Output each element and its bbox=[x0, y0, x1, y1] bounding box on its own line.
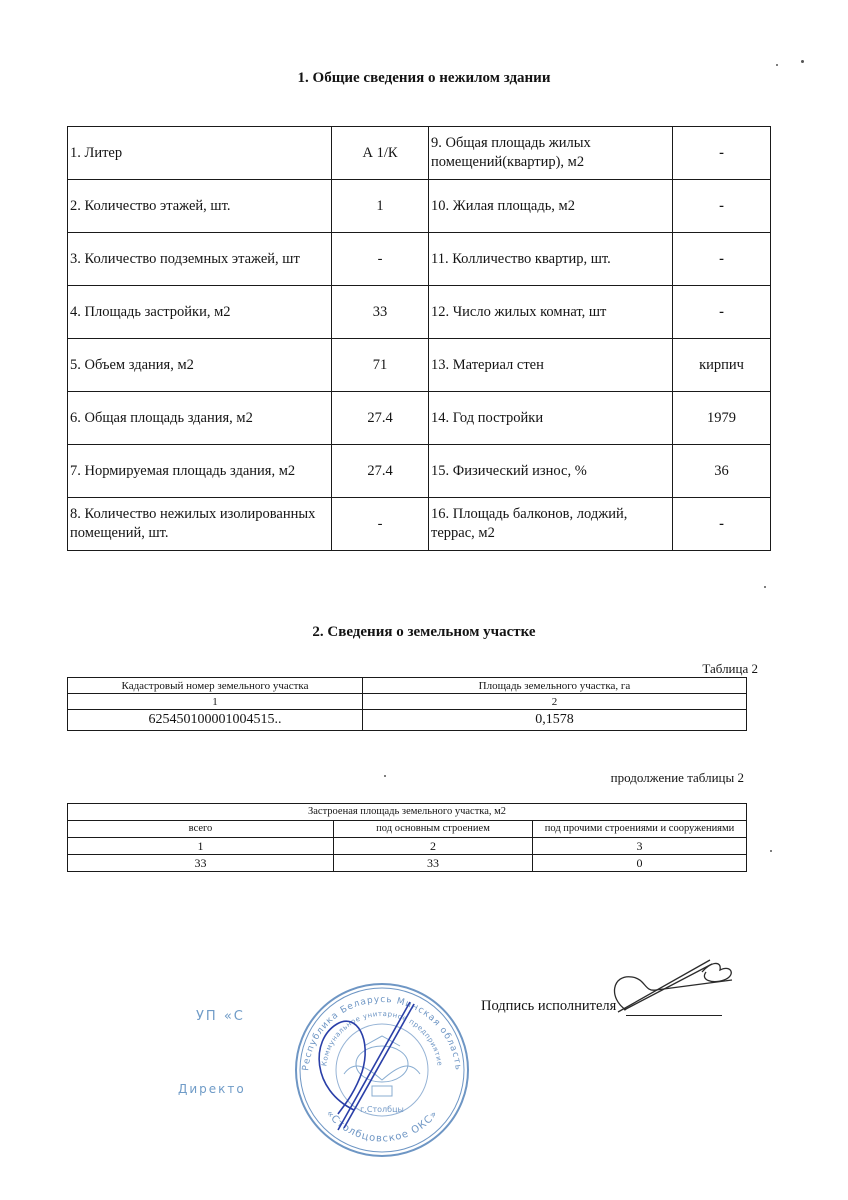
right-value-cell: - bbox=[673, 233, 771, 286]
group-header-cell: Застроеная площадь земельного участка, м2 bbox=[68, 804, 747, 821]
other-buildings-area-cell: 0 bbox=[533, 855, 747, 872]
right-label-cell: 15. Физический износ, % bbox=[429, 445, 673, 498]
table-row bbox=[68, 445, 771, 498]
left-value-cell: - bbox=[332, 498, 429, 551]
left-value-cell: 33 bbox=[332, 286, 429, 339]
section1-title: 1. Общие сведения о нежилом здании bbox=[297, 70, 551, 86]
left-value-cell: 27.4 bbox=[332, 445, 429, 498]
right-value-cell: - bbox=[673, 127, 771, 180]
left-value-cell: А 1/К bbox=[332, 127, 429, 180]
scan-speck bbox=[776, 64, 778, 66]
header-cell: под прочими строениями и сооружениями bbox=[533, 821, 747, 838]
handwritten-signature bbox=[590, 952, 740, 1022]
left-value-cell: 1 bbox=[332, 180, 429, 233]
continuation-caption: продолжение таблицы 2 bbox=[610, 770, 744, 785]
table-row bbox=[68, 855, 747, 872]
left-label-cell: 3. Количество подземных этажей, шт bbox=[68, 233, 332, 286]
table2-caption: Таблица 2 bbox=[702, 661, 758, 676]
table-row bbox=[68, 694, 747, 710]
stamp-org-text: УП «С bbox=[196, 1009, 245, 1024]
column-number-cell: 2 bbox=[363, 694, 747, 710]
land-plot-table bbox=[67, 677, 747, 731]
right-label-cell: 13. Материал стен bbox=[429, 339, 673, 392]
left-label-cell: 7. Нормируемая площадь здания, м2 bbox=[68, 445, 332, 498]
right-value-cell: кирпич bbox=[673, 339, 771, 392]
right-label-cell: 16. Площадь балконов, лоджий, террас, м2 bbox=[429, 498, 673, 551]
table-row bbox=[68, 821, 747, 838]
section2-title: 2. Сведения о земельном участке bbox=[312, 624, 536, 640]
scan-speck bbox=[770, 850, 772, 852]
header-cell: Площадь земельного участка, га bbox=[363, 678, 747, 694]
left-label-cell: 1. Литер bbox=[68, 127, 332, 180]
table-row bbox=[68, 233, 771, 286]
left-label-cell: 6. Общая площадь здания, м2 bbox=[68, 392, 332, 445]
scan-speck bbox=[384, 775, 386, 777]
header-cell: под основным строением bbox=[334, 821, 533, 838]
right-label-cell: 9. Общая площадь жилых помещений(квартир), м2 bbox=[429, 127, 673, 180]
seal-city-text: г.Столбцы bbox=[360, 1105, 404, 1114]
right-value-cell: 1979 bbox=[673, 392, 771, 445]
cadastral-number-cell: 625450100001004515.. bbox=[68, 710, 363, 731]
table-row bbox=[68, 678, 747, 694]
seal-inner-text: Коммунальное унитарное предприятие bbox=[320, 1009, 444, 1067]
scan-speck bbox=[764, 586, 766, 588]
official-seal bbox=[292, 980, 472, 1160]
building-info-table bbox=[67, 126, 771, 551]
scan-speck bbox=[801, 60, 804, 63]
built-area-table bbox=[67, 803, 747, 872]
left-value-cell: 27.4 bbox=[332, 392, 429, 445]
stamp-director-text: Директо bbox=[178, 1082, 246, 1096]
right-label-cell: 11. Колличество квартир, шт. bbox=[429, 233, 673, 286]
left-label-cell: 5. Объем здания, м2 bbox=[68, 339, 332, 392]
table-row bbox=[68, 498, 771, 551]
column-number-cell: 3 bbox=[533, 838, 747, 855]
table-row bbox=[68, 838, 747, 855]
table-row bbox=[68, 392, 771, 445]
table-row bbox=[68, 339, 771, 392]
right-value-cell: - bbox=[673, 286, 771, 339]
right-label-cell: 14. Год постройки bbox=[429, 392, 673, 445]
seal-ring-text: Республика Беларусь Минская область bbox=[301, 994, 463, 1072]
left-label-cell: 2. Количество этажей, шт. bbox=[68, 180, 332, 233]
table-row bbox=[68, 710, 747, 731]
right-label-cell: 12. Число жилых комнат, шт bbox=[429, 286, 673, 339]
column-number-cell: 2 bbox=[334, 838, 533, 855]
table-row bbox=[68, 286, 771, 339]
left-label-cell: 4. Площадь застройки, м2 bbox=[68, 286, 332, 339]
header-cell: всего bbox=[68, 821, 334, 838]
right-label-cell: 10. Жилая площадь, м2 bbox=[429, 180, 673, 233]
column-number-cell: 1 bbox=[68, 838, 334, 855]
right-value-cell: - bbox=[673, 498, 771, 551]
seal-center-text: «Столбцовское ОКС» bbox=[323, 1108, 441, 1145]
table-row bbox=[68, 804, 747, 821]
table-row bbox=[68, 127, 771, 180]
left-value-cell: 71 bbox=[332, 339, 429, 392]
signature-label: Подпись исполнителя bbox=[481, 998, 617, 1014]
main-building-area-cell: 33 bbox=[334, 855, 533, 872]
total-area-cell: 33 bbox=[68, 855, 334, 872]
left-label-cell: 8. Количество нежилых изолированных помещений, шт. bbox=[68, 498, 332, 551]
right-value-cell: 36 bbox=[673, 445, 771, 498]
plot-area-cell: 0,1578 bbox=[363, 710, 747, 731]
table-row bbox=[68, 180, 771, 233]
left-value-cell: - bbox=[332, 233, 429, 286]
column-number-cell: 1 bbox=[68, 694, 363, 710]
header-cell: Кадастровый номер земельного участка bbox=[68, 678, 363, 694]
right-value-cell: - bbox=[673, 180, 771, 233]
